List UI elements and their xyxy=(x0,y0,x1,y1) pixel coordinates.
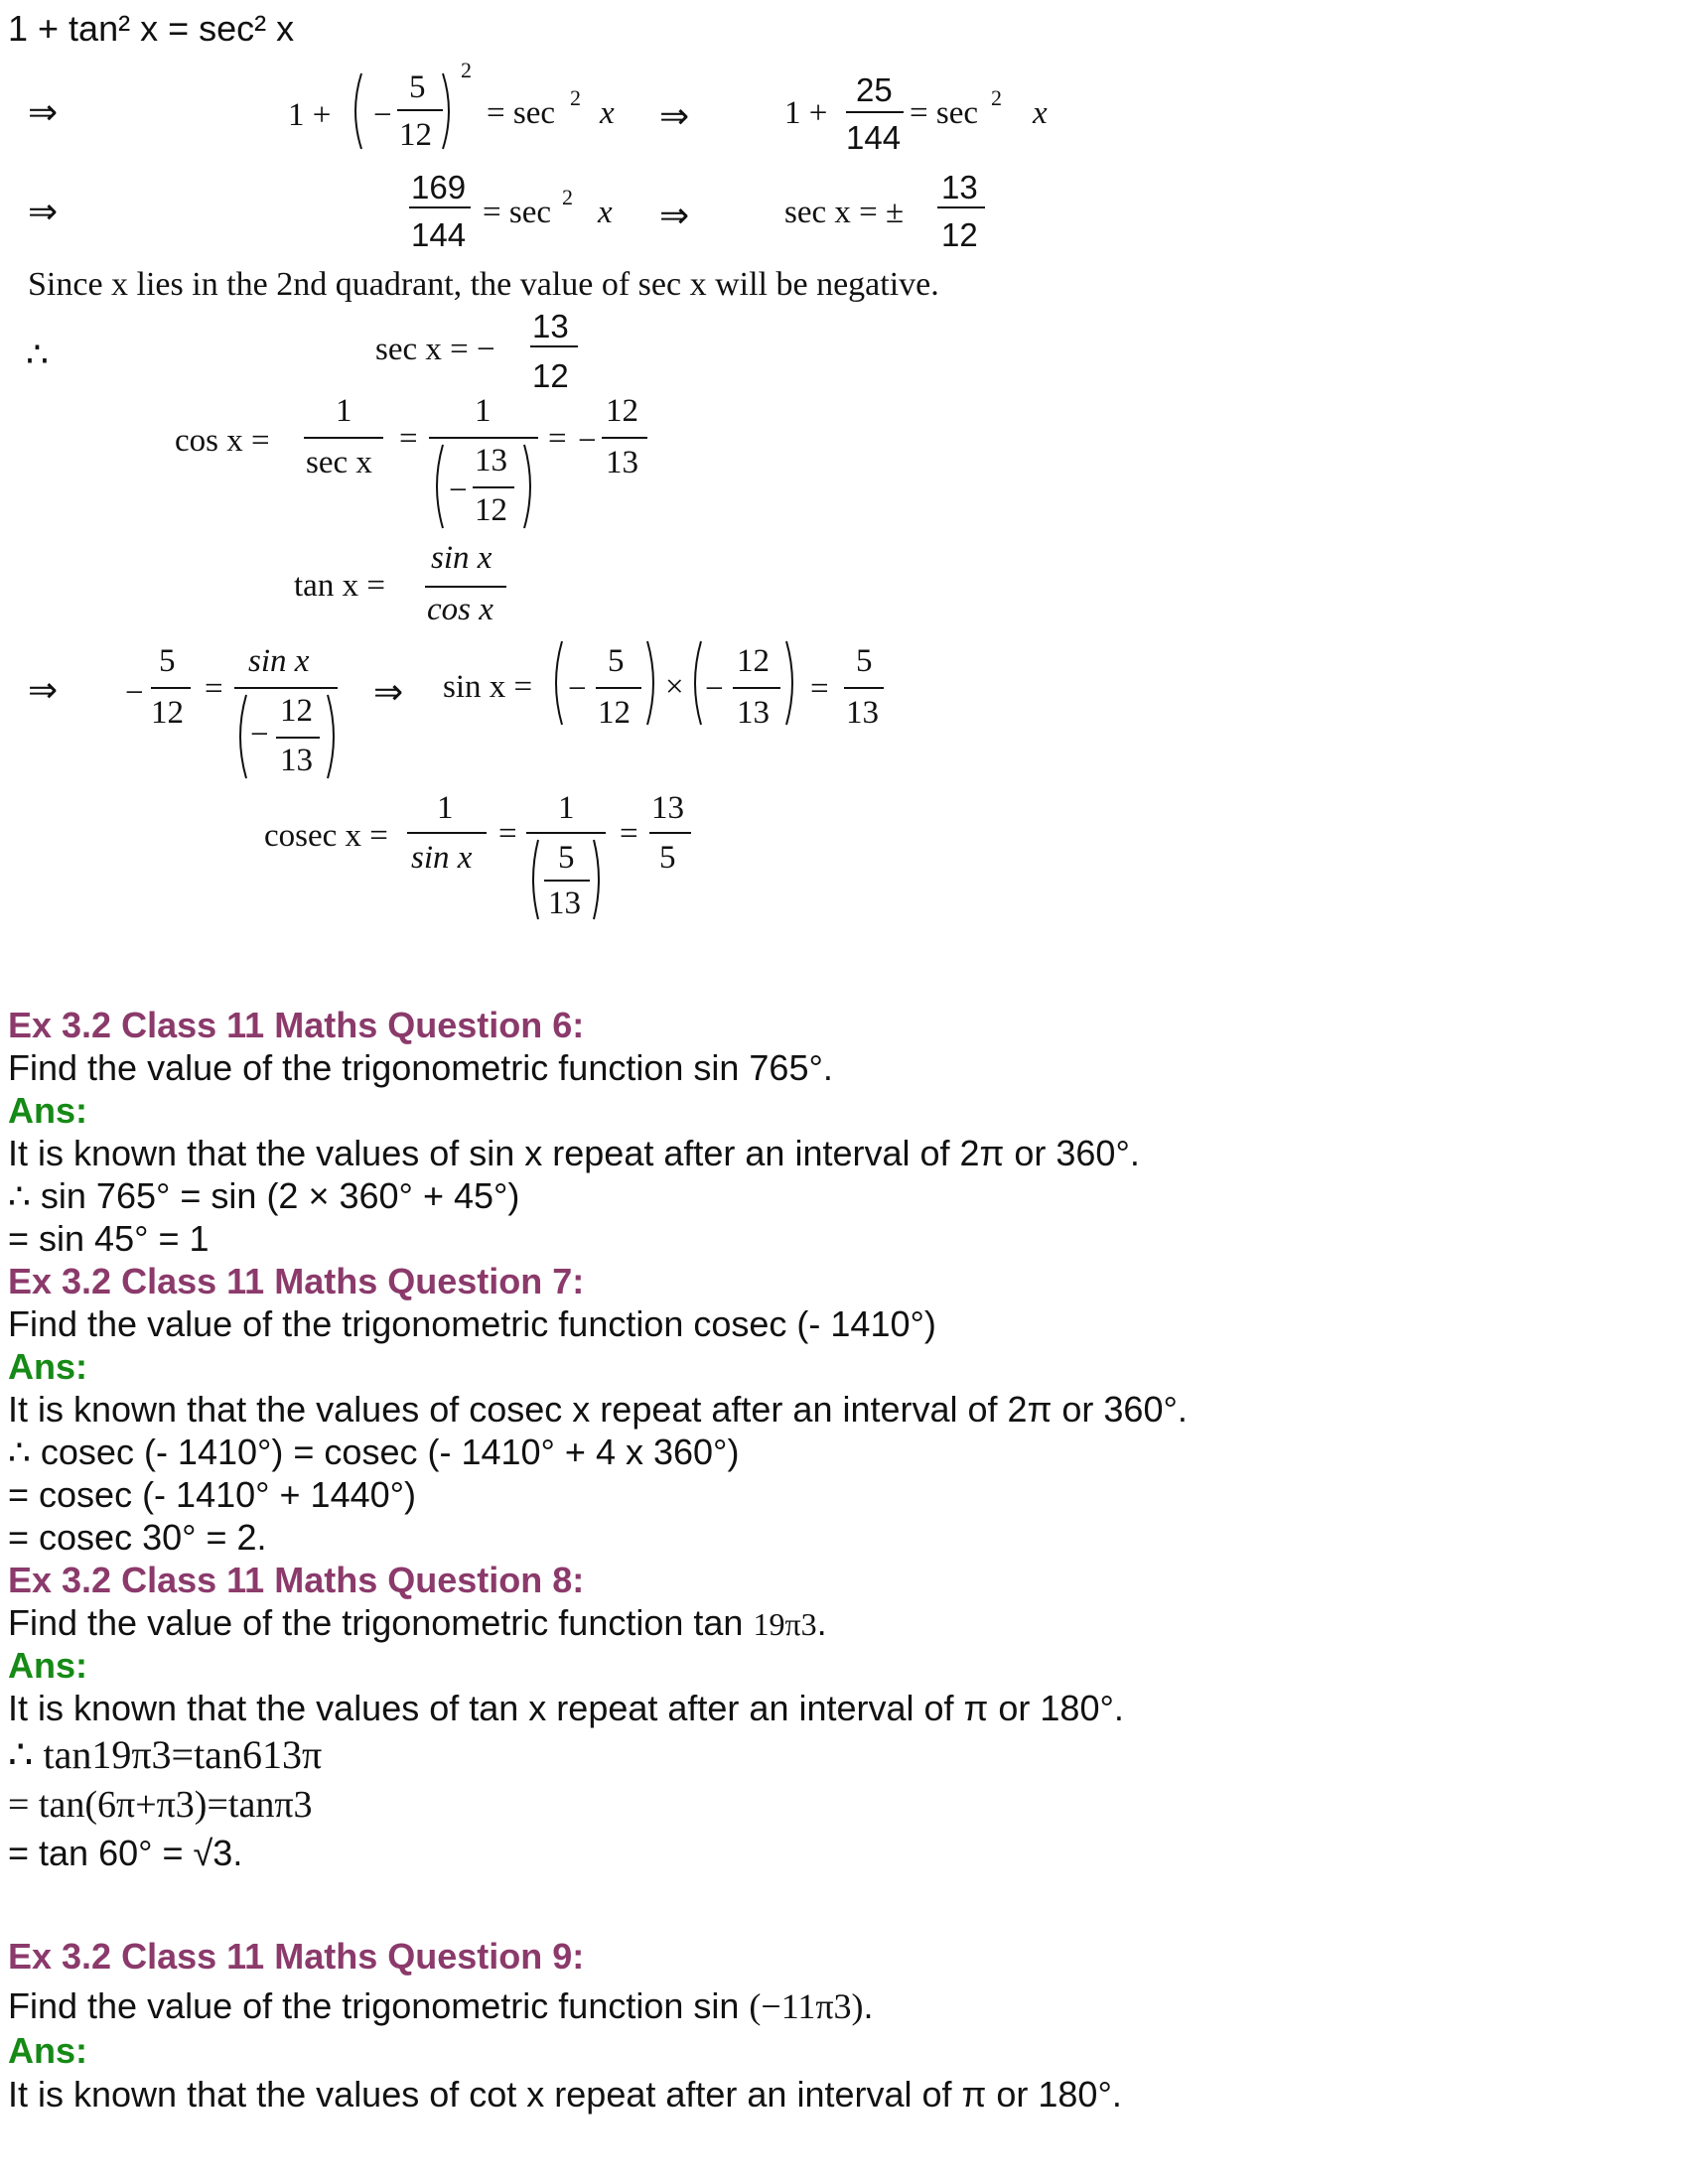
question-prefix: Find the value of the trigonometric function sin xyxy=(8,1985,750,2026)
implies-arrow: ⇒ xyxy=(373,671,404,712)
frac-den-13: 13 xyxy=(606,445,638,480)
answer-line: ∴ sin 765° = sin (2 × 360° + 45°) xyxy=(8,1175,520,1216)
question-9-heading: Ex 3.2 Class 11 Maths Question 9: xyxy=(8,1936,585,1977)
question-9-text xyxy=(8,1985,874,2027)
implies-arrow: ⇒ xyxy=(28,669,59,710)
answer-label: Ans: xyxy=(8,1346,87,1387)
minus-sign: − xyxy=(568,671,587,707)
frac-den-12: 12 xyxy=(399,117,432,153)
power-two: 2 xyxy=(461,58,472,82)
var-x: x xyxy=(600,95,615,131)
equals: = xyxy=(399,421,418,457)
var-x: x xyxy=(598,195,613,230)
answer-line: ∴ tan19π3=tan613π xyxy=(8,1732,323,1777)
implies-arrow: ⇒ xyxy=(659,195,690,235)
frac-num-1: 1 xyxy=(336,393,352,429)
frac-den-144: 144 xyxy=(411,216,467,253)
sec-power-two: 2 xyxy=(562,185,573,209)
frac-num-5: 5 xyxy=(856,643,873,679)
minus-sign: − xyxy=(705,671,724,707)
minus-sign: − xyxy=(373,97,392,133)
sin-x-eq: sin x = xyxy=(443,669,533,705)
frac-den-144: 144 xyxy=(846,119,902,156)
therefore-symbol: ∴ xyxy=(26,334,49,374)
frac-num-1: 1 xyxy=(558,790,575,826)
frac-num-5: 5 xyxy=(608,643,625,679)
answer-line: ∴ cosec (- 1410°) = cosec (- 1410° + 4 x 360°) xyxy=(8,1432,740,1472)
frac-num-1: 1 xyxy=(437,790,454,826)
equals: = xyxy=(810,671,829,707)
frac-num-1: 1 xyxy=(475,393,492,429)
eq-sec: = sec xyxy=(483,195,551,230)
eq-sec: = sec xyxy=(910,95,978,131)
frac-num-25: 25 xyxy=(856,71,893,108)
equals: = xyxy=(620,816,638,852)
identity-line: 1 + tan² x = sec² x xyxy=(8,8,295,49)
equals: = xyxy=(205,671,223,707)
frac-den-13: 13 xyxy=(846,695,879,731)
implies-arrow: ⇒ xyxy=(28,91,59,132)
inline-math: 19π3 xyxy=(753,1606,817,1642)
frac-den-5: 5 xyxy=(659,840,676,876)
sec-x-plus-minus: sec x = ± xyxy=(784,195,905,230)
frac-num-13: 13 xyxy=(651,790,684,826)
question-prefix: Find the value of the trigonometric function tan xyxy=(8,1602,754,1643)
answer-label: Ans: xyxy=(8,1090,87,1131)
frac-num-5: 5 xyxy=(159,643,176,679)
eq-sec: = sec xyxy=(487,95,555,131)
implies-arrow: ⇒ xyxy=(28,191,59,231)
minus-sign: − xyxy=(250,717,269,752)
minus-sign: − xyxy=(449,473,468,508)
frac-num-13: 13 xyxy=(941,169,978,205)
frac-den-13: 13 xyxy=(280,743,313,778)
question-6-text: Find the value of the trigonometric function sin 765°. xyxy=(8,1047,833,1088)
frac-num-13: 13 xyxy=(532,308,569,344)
question-suffix: . xyxy=(816,1602,827,1643)
minus-sign: − xyxy=(578,423,597,459)
equals: = xyxy=(548,421,567,457)
answer-line: It is known that the values of cosec x repeat after an interval of 2π or 360°. xyxy=(8,1389,1188,1430)
times-sign: × xyxy=(665,669,684,705)
sec-x-negative: sec x = − xyxy=(375,332,495,367)
frac-den-12: 12 xyxy=(475,492,507,528)
frac-den-12: 12 xyxy=(941,216,978,253)
sec-power-two: 2 xyxy=(570,85,581,110)
cosec-x-eq: cosec x = xyxy=(264,818,388,854)
frac-num-sin-x: sin x xyxy=(431,540,492,576)
frac-num-13: 13 xyxy=(475,443,507,478)
question-7-text: Find the value of the trigonometric function cosec (- 1410°) xyxy=(8,1303,936,1344)
minus-sign: − xyxy=(125,675,144,711)
answer-label: Ans: xyxy=(8,1645,87,1686)
question-6-heading: Ex 3.2 Class 11 Maths Question 6: xyxy=(8,1005,585,1045)
frac-num-12: 12 xyxy=(280,693,313,729)
frac-den-12: 12 xyxy=(151,695,184,731)
answer-line: = cosec (- 1410° + 1440°) xyxy=(8,1474,417,1515)
sec-power-two: 2 xyxy=(991,85,1002,110)
var-x: x xyxy=(1033,95,1048,131)
frac-den-13: 13 xyxy=(548,886,581,921)
frac-num-12: 12 xyxy=(606,393,638,429)
frac-den-cos-x: cos x xyxy=(427,592,493,627)
frac-num-sin-x: sin x xyxy=(248,643,310,679)
answer-line: = tan(6π+π3)=tanπ3 xyxy=(8,1784,313,1826)
answer-line: = tan 60° = √3. xyxy=(8,1833,243,1873)
quadrant-note: Since x lies in the 2nd quadrant, the value of sec x will be negative. xyxy=(28,266,939,303)
cos-x-eq: cos x = xyxy=(175,423,270,459)
equals: = xyxy=(498,816,517,852)
frac-den-12: 12 xyxy=(532,357,569,394)
frac-den-sin-x: sin x xyxy=(411,840,473,876)
question-8-heading: Ex 3.2 Class 11 Maths Question 8: xyxy=(8,1560,585,1600)
frac-num-12: 12 xyxy=(737,643,770,679)
frac-num-5: 5 xyxy=(558,840,575,876)
frac-den-13: 13 xyxy=(737,695,770,731)
frac-den-12: 12 xyxy=(598,695,631,731)
frac-num-169: 169 xyxy=(411,169,467,205)
answer-line: It is known that the values of tan x repeat after an interval of π or 180°. xyxy=(8,1688,1124,1728)
one-plus: 1 + xyxy=(288,97,332,133)
inline-math: (−11π3) xyxy=(749,1986,864,2026)
question-suffix: . xyxy=(863,1985,874,2026)
tan-x-eq: tan x = xyxy=(294,568,385,604)
frac-den-sec-x: sec x xyxy=(306,445,372,480)
question-7-heading: Ex 3.2 Class 11 Maths Question 7: xyxy=(8,1261,585,1301)
one-plus: 1 + xyxy=(784,95,828,131)
answer-line: = sin 45° = 1 xyxy=(8,1218,210,1259)
answer-line: It is known that the values of sin x repeat after an interval of 2π or 360°. xyxy=(8,1133,1140,1173)
question-8-text xyxy=(8,1602,827,1645)
answer-label: Ans: xyxy=(8,2030,87,2071)
implies-arrow: ⇒ xyxy=(659,95,690,136)
answer-line: = cosec 30° = 2. xyxy=(8,1517,267,1558)
frac-num-5: 5 xyxy=(409,69,426,105)
answer-line: It is known that the values of cot x repeat after an interval of π or 180°. xyxy=(8,2074,1122,2115)
